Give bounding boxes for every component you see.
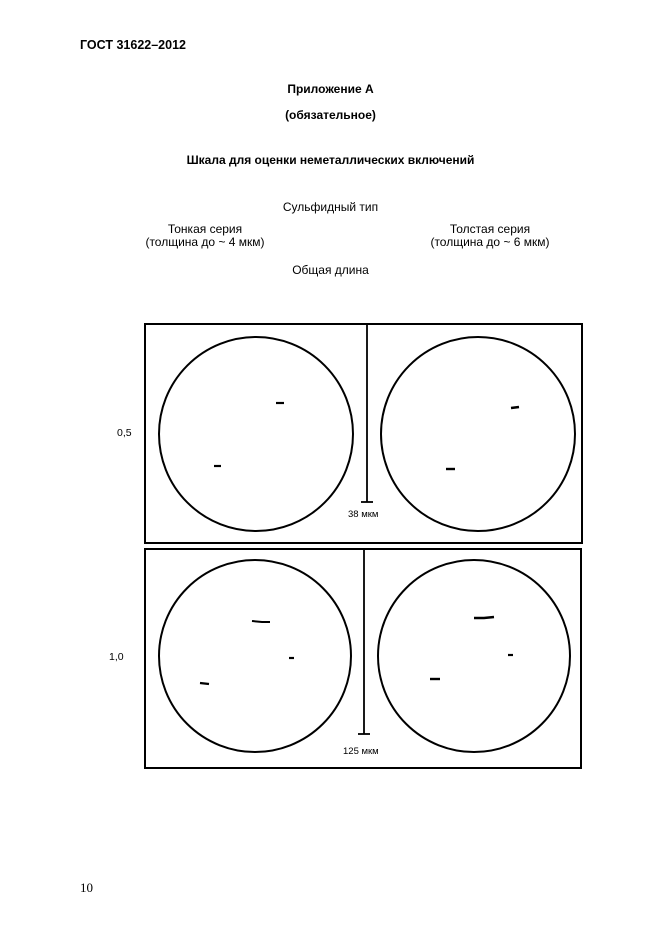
plate-frame-2	[145, 549, 581, 768]
fine-series-field-1	[159, 337, 353, 531]
inclusion	[474, 617, 494, 618]
standard-header: ГОСТ 31622–2012	[80, 38, 186, 52]
fine-series-name: Тонкая серия	[167, 222, 243, 236]
fine-series-field-2	[159, 560, 351, 752]
scale-bar-label-1: 38 мкм	[348, 509, 379, 520]
page-number: 10	[80, 880, 93, 895]
scale-title: Шкала для оценки неметаллических включений	[186, 153, 475, 167]
thick-series-field-1	[381, 337, 575, 531]
plate-row-2	[145, 549, 581, 768]
scale-bar-label-2: 125 мкм	[343, 746, 379, 757]
inclusion-type-label: Сульфидный тип	[282, 200, 379, 214]
thick-series-name: Толстая серия	[449, 222, 531, 236]
thick-series-thickness: (толщина до ~ 6 мкм)	[430, 235, 550, 249]
thick-series-field-2	[378, 560, 570, 752]
inclusion	[252, 621, 270, 622]
row-label-1-0: 1,0	[109, 651, 124, 663]
inclusion	[511, 407, 519, 408]
total-length-label: Общая длина	[292, 263, 369, 277]
fine-series-thickness: (толщина до ~ 4 мкм)	[145, 235, 265, 249]
appendix-status: (обязательное)	[285, 108, 376, 122]
row-label-0-5: 0,5	[117, 427, 132, 439]
inclusion	[200, 683, 209, 684]
appendix-title: Приложение А	[287, 82, 374, 96]
